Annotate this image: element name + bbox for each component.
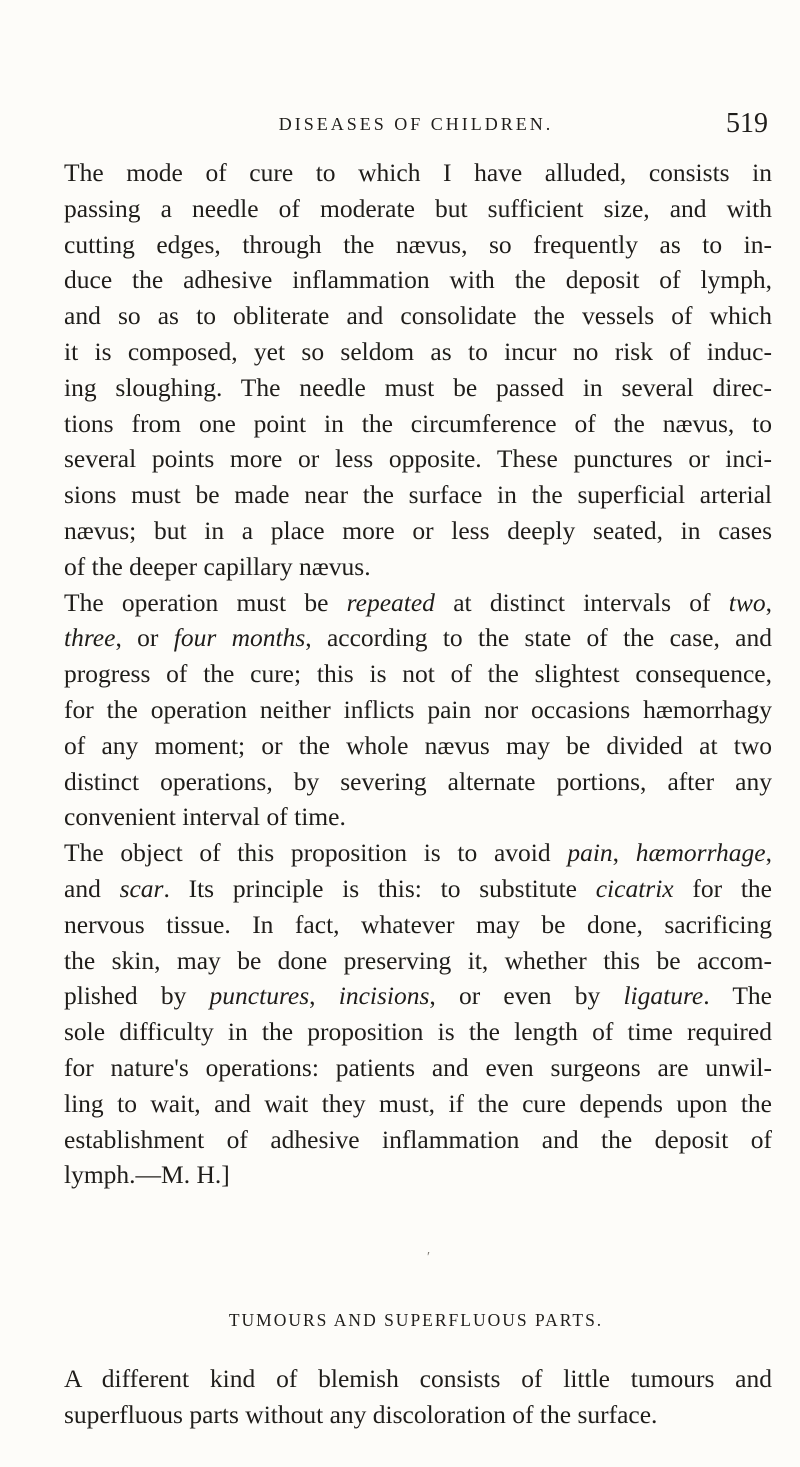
- text-line: several points more or less opposite. These punctures or inci-: [64, 444, 772, 474]
- text-line: passing a needle of moderate but sufficient size, and with: [64, 193, 772, 223]
- paragraph-4: [64, 1361, 772, 1433]
- text-line: for nature's operations: patients and even surgeons are unwil-: [64, 1052, 772, 1082]
- text-line: and so as to obliterate and consolidate the vessels of which: [64, 301, 772, 331]
- paragraph-2: [64, 585, 772, 836]
- text-line: the skin, may be done preserving it, whether this be accom-: [64, 945, 772, 975]
- text-line: nævus; but in a place more or less deeply seated, in cases: [64, 515, 772, 545]
- text-line: superfluous parts without any discoloration of the surface.: [64, 1399, 658, 1429]
- text-line: lymph.—M. H.]: [64, 1160, 230, 1190]
- text-line: The object of this proposition is to avoid pain, hæmorrhage,: [64, 838, 772, 868]
- paragraph-1: [64, 155, 772, 585]
- text-line: three, or four months, according to the state of the case, and: [64, 623, 772, 653]
- text-line: duce the adhesive inflammation with the deposit of lymph,: [64, 265, 772, 295]
- text-line: progress of the cure; this is not of the slightest consequence,: [64, 659, 772, 689]
- text-line: convenient interval of time.: [64, 802, 346, 832]
- text-line: A different kind of blemish consists of little tumours and: [64, 1364, 772, 1393]
- text-line: The operation must be repeated at distinct intervals of two,: [64, 587, 772, 617]
- text-line: establishment of adhesive inflammation and the deposit of: [64, 1124, 772, 1154]
- stray-mark: ′: [427, 1250, 431, 1265]
- text-line: cutting edges, through the nævus, so frequently as to in-: [64, 229, 772, 259]
- page-number: 519: [726, 108, 768, 139]
- text-line: sions must be made near the surface in the superficial arterial: [64, 480, 772, 510]
- paragraph-3: [64, 835, 772, 1193]
- text-line: distinct operations, by severing alternate portions, after any: [64, 766, 772, 796]
- text-line: of any moment; or the whole nævus may be divided at two: [64, 730, 772, 760]
- section-heading: TUMOURS AND SUPERFLUOUS PARTS.: [228, 1310, 604, 1330]
- text-line: of the deeper capillary nævus.: [64, 551, 371, 581]
- paragraph-4-container: [64, 1361, 772, 1433]
- text-line: sole difficulty in the proposition is the length of time required: [64, 1017, 772, 1047]
- text-line: The mode of cure to which I have alluded, consists in: [64, 158, 772, 187]
- text-line: ling to wait, and wait they must, if the cure depends upon the: [64, 1088, 772, 1118]
- running-head: DISEASES OF CHILDREN.: [278, 114, 554, 134]
- text-line: and scar. Its principle is this: to substitute cicatrix for the: [64, 873, 772, 903]
- text-line: plished by punctures, incisions, or even by ligature. The: [64, 981, 772, 1011]
- text-line: for the operation neither inflicts pain nor occasions hæmorrhagy: [64, 694, 772, 724]
- text-line: ing sloughing. The needle must be passed in several direc-: [64, 372, 772, 402]
- text-line: nervous tissue. In fact, whatever may be done, sacrificing: [64, 909, 772, 939]
- text-line: it is composed, yet so seldom as to incur no risk of induc-: [64, 336, 772, 366]
- page-header: [64, 108, 768, 148]
- text-line: tions from one point in the circumference of the nævus, to: [64, 408, 772, 438]
- body-text: [64, 155, 772, 1193]
